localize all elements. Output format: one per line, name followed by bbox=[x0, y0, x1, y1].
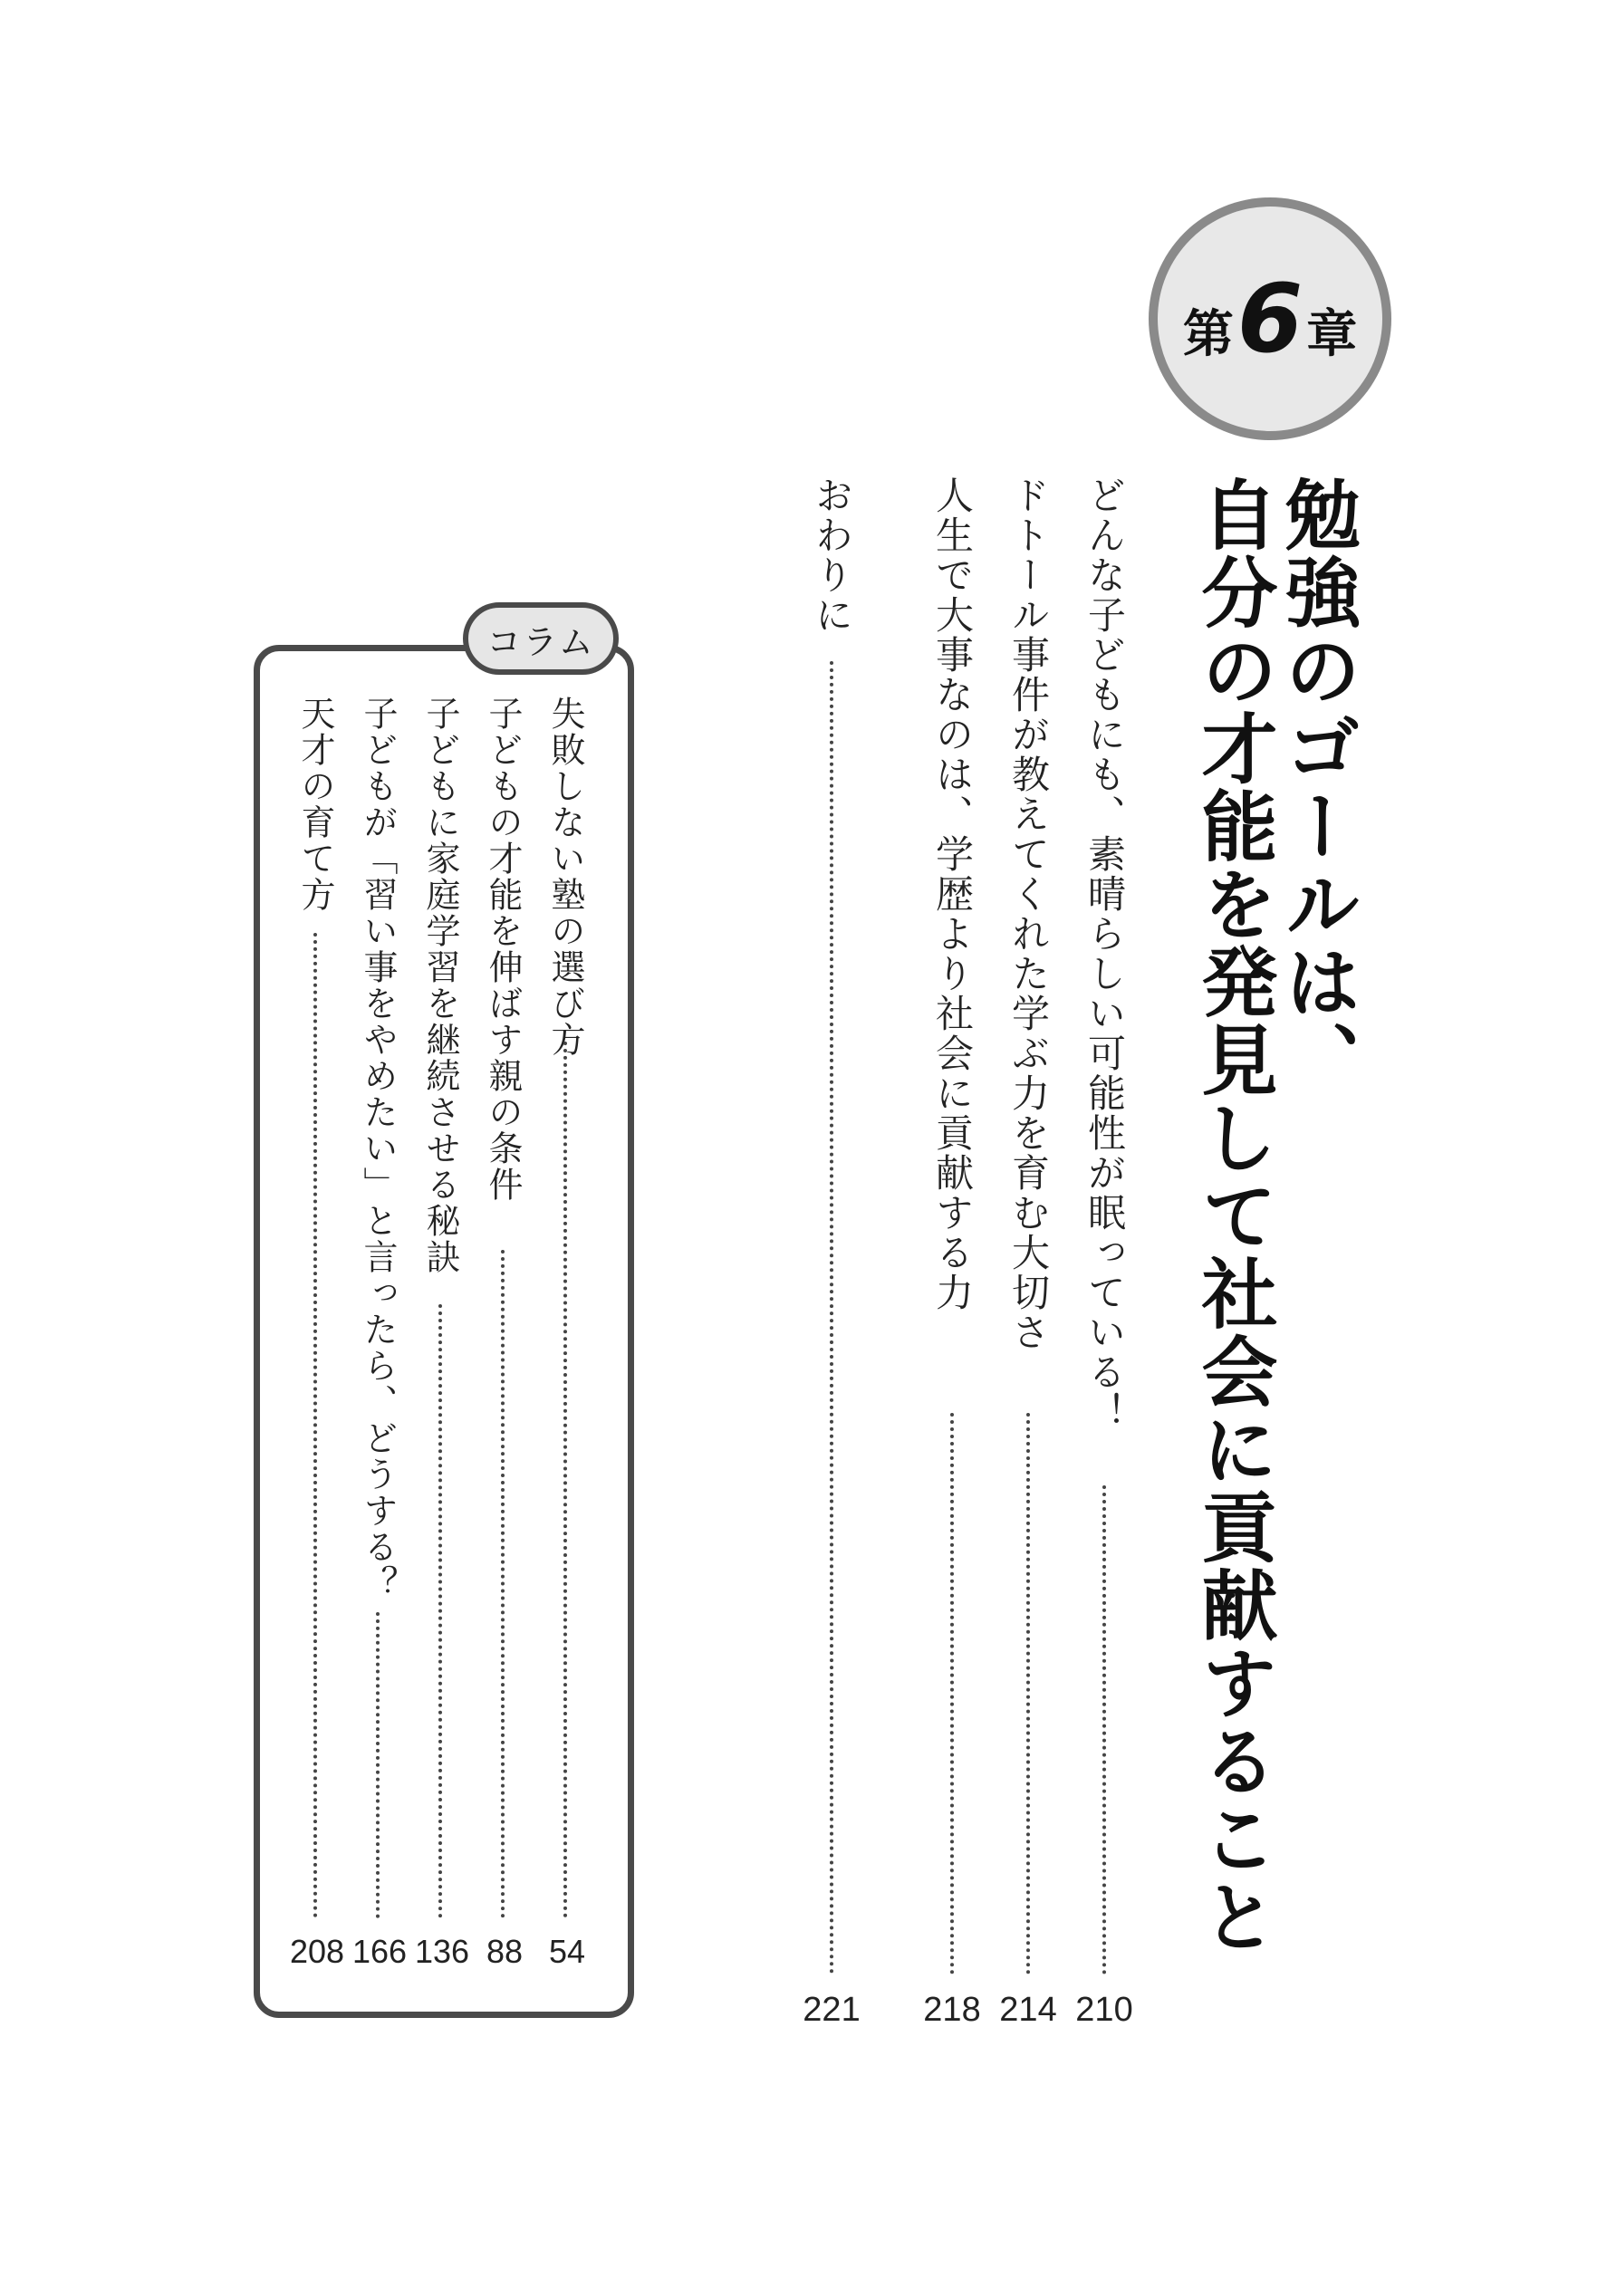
chapter-title-line-2: 自分の才能を発見して社会に貢献すること bbox=[1189, 476, 1278, 1955]
toc-entry-1-leader bbox=[1102, 1485, 1106, 1974]
chapter-title-line-1: 勉強のゴールは、 bbox=[1273, 476, 1361, 1099]
column-item-3-page[interactable]: 136 bbox=[414, 1933, 470, 1970]
column-item-1-page[interactable]: 54 bbox=[548, 1933, 586, 1970]
chapter-suffix: 章 bbox=[1306, 304, 1358, 364]
chapter-heading bbox=[1182, 263, 1358, 374]
column-item-2[interactable]: 子どもの才能を伸ばす親の条件 bbox=[483, 696, 523, 1203]
column-item-5-page[interactable]: 208 bbox=[289, 1933, 345, 1970]
toc-entry-1[interactable]: どんな子どもにも、素晴らしい可能性が眠っている！ bbox=[1082, 476, 1127, 1432]
column-item-4[interactable]: 子どもが「習い事をやめたい」と言ったら、どうする？ bbox=[358, 696, 398, 1601]
column-item-4-page[interactable]: 166 bbox=[351, 1933, 408, 1970]
column-item-5[interactable]: 天才の育て方 bbox=[295, 696, 335, 913]
chapter-number: 6 bbox=[1236, 263, 1304, 374]
toc-entry-3[interactable]: 人生で大事なのは、学歴より社会に貢献する力 bbox=[930, 476, 975, 1312]
toc-entry-3-leader bbox=[950, 1413, 954, 1974]
column-item-3-leader bbox=[438, 1304, 442, 1918]
column-item-1-leader bbox=[563, 1042, 567, 1918]
toc-entry-2-page[interactable]: 214 bbox=[999, 1991, 1057, 2029]
chapter-badge-inner bbox=[1158, 207, 1382, 431]
column-item-5-leader bbox=[313, 933, 317, 1918]
column-item-4-leader bbox=[376, 1612, 380, 1918]
toc-entry-4-leader bbox=[830, 661, 833, 1974]
toc-entry-2[interactable]: ドトール事件が教えてくれた学ぶ力を育む大切さ bbox=[1006, 476, 1051, 1352]
chapter-prefix: 第 bbox=[1182, 304, 1234, 364]
toc-entry-1-page[interactable]: 210 bbox=[1075, 1991, 1133, 2029]
toc-entry-4[interactable]: おわりに bbox=[810, 476, 854, 635]
toc-entry-3-page[interactable]: 218 bbox=[923, 1991, 981, 2029]
column-item-1[interactable]: 失敗しない塾の選び方 bbox=[545, 696, 585, 1058]
column-label: コラム bbox=[463, 602, 619, 675]
column-item-2-leader bbox=[501, 1250, 505, 1918]
toc-entry-2-leader bbox=[1026, 1413, 1030, 1974]
toc-entry-4-page[interactable]: 221 bbox=[803, 1991, 861, 2029]
column-item-3[interactable]: 子どもに家庭学習を継続させる秘訣 bbox=[420, 696, 460, 1275]
chapter-badge bbox=[1149, 197, 1391, 440]
column-item-2-page[interactable]: 88 bbox=[486, 1933, 524, 1970]
